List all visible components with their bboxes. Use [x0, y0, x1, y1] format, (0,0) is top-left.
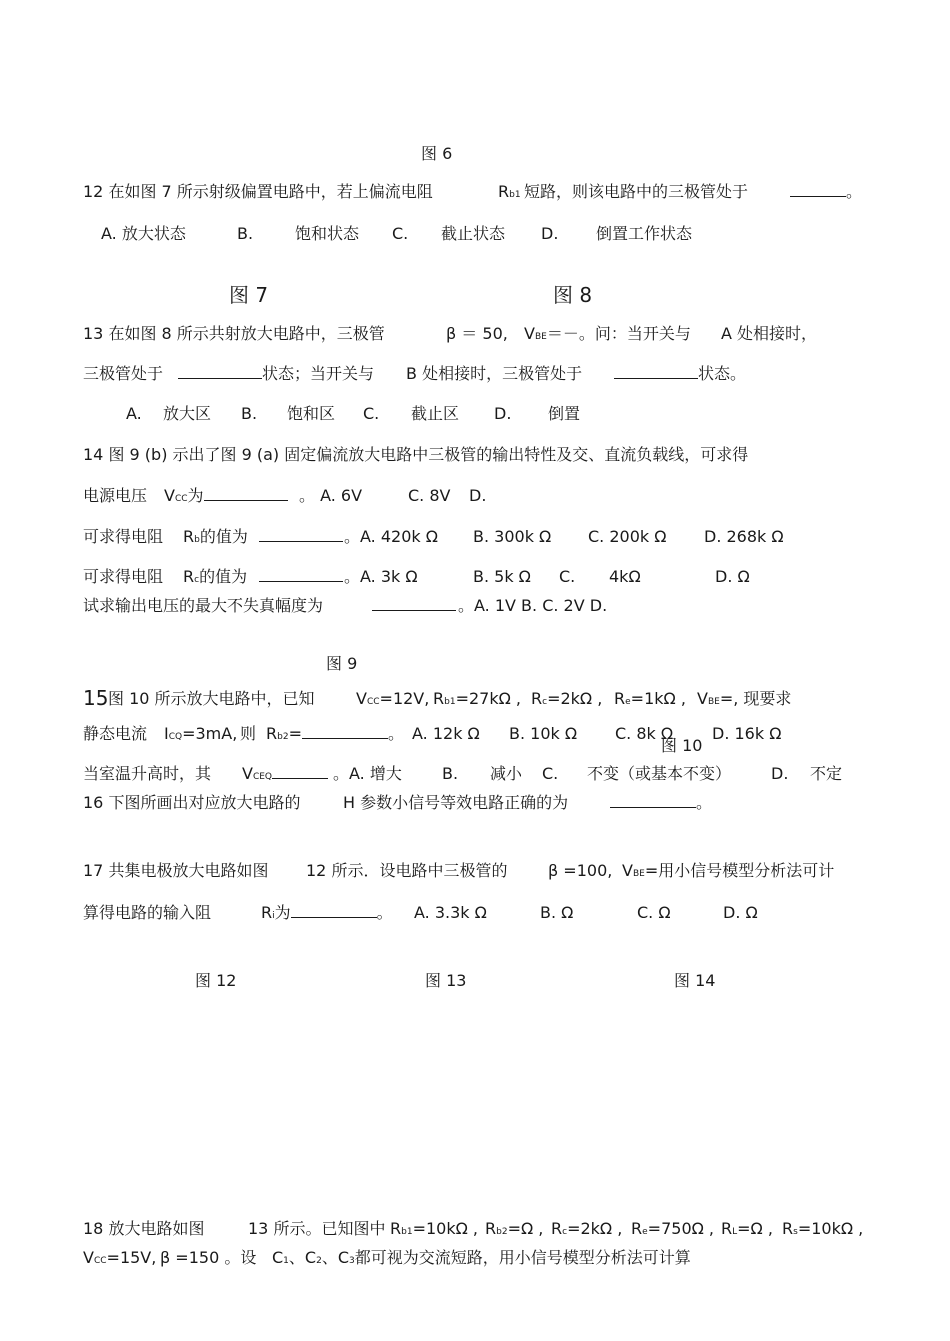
q13-text: 13 在如图 8 所示共射放大电路中，三极管 [83, 324, 385, 343]
q14-line-5b: 。A. 1V B. C. 2V D. [458, 596, 608, 615]
q15-rc: Rc=2kΩ , [531, 689, 603, 708]
q12-option: 截止状态 [441, 224, 506, 243]
q13-option: D. [494, 404, 512, 423]
q14-answer-blank-rb [259, 527, 343, 547]
q14-line-2c: C. 8V [408, 486, 451, 505]
q13-vbe: VBE＝－。问：当开关与 [524, 324, 691, 343]
q14-line-3: 可求得电阻 [83, 527, 164, 546]
q14-line-3d: C. 200k Ω [588, 527, 667, 546]
figure-caption-9: 图 9 [326, 654, 358, 673]
q13-answer-blank-2: 状态。 [614, 364, 746, 384]
q17-ri: Ri为 。 [261, 903, 393, 922]
q15-line-3d: 减小 [490, 764, 523, 783]
figure-caption-7: 图 7 [229, 283, 269, 307]
q14-line-2: 电源电压 [83, 486, 148, 505]
q14-vcc: VCC为 [164, 486, 288, 509]
q17-text-2: 12 所示．设电路中三极管的 [306, 861, 508, 880]
figure-caption-8: 图 8 [553, 283, 593, 307]
q13-text-2: A 处相接时， [721, 324, 818, 343]
q17-beta: β =100, [548, 861, 613, 880]
q17-line-2: 算得电路的输入阻 [83, 903, 212, 922]
q15-option: A. 12k Ω [412, 724, 480, 743]
q14-line-4: 可求得电阻 [83, 567, 164, 586]
q14-line-3b: 。A. 420k Ω [344, 527, 438, 546]
q15-line-3h: 不定 [810, 764, 843, 783]
q15-option: D. 16k Ω [712, 724, 782, 743]
q17-option: B. Ω [540, 903, 574, 922]
q13-beta: β ＝ 50, [446, 324, 508, 343]
q12-option: D. [541, 224, 559, 243]
q15-rb1: Rb1=27kΩ , [433, 689, 522, 708]
q14-answer-blank-rc [259, 567, 343, 587]
q13-line-2b: B 处相接时，三极管处于 [406, 364, 583, 383]
q15-option: C. 8k Ω [615, 724, 674, 743]
q15-line-3f: 不变（或基本不变） [587, 764, 732, 783]
q15-line-2b: 则 [240, 724, 257, 743]
q14-line-4d: C. [559, 567, 576, 586]
q14-line-2b: 。 A. 6V [299, 486, 363, 505]
q18-rs: Rs=10kΩ , [782, 1219, 864, 1238]
q12-answer-blank: 。 [790, 182, 862, 202]
q12-option: B. [237, 224, 254, 243]
q15-line-3: 当室温升高时，其 [83, 764, 212, 783]
q14-line-4b: 。A. 3k Ω [344, 567, 418, 586]
q14-line-4e: 4kΩ [609, 567, 641, 586]
q13-option: C. [363, 404, 380, 423]
q16-answer-blank: 。 [610, 793, 712, 813]
figure-caption-13: 图 13 [425, 971, 467, 990]
q12-text-2: 短路，则该电路中的三极管处于 [524, 182, 749, 201]
q14-rc: Rc的值为 [183, 567, 248, 586]
q12-option: 倒置工作状态 [596, 224, 693, 243]
q18-beta: β =150 。设 [160, 1248, 257, 1267]
q17-text: 17 共集电极放大电路如图 [83, 861, 269, 880]
q12-option: C. [392, 224, 409, 243]
q18-rb1: Rb1=10kΩ , [390, 1219, 479, 1238]
q14-line-3e: D. 268k Ω [704, 527, 784, 546]
q13-option: B. [241, 404, 258, 423]
q13-option: 放大区 [163, 404, 212, 423]
q14-line-2d: D. [469, 486, 487, 505]
q15-vcc: VCC=12V, [356, 689, 430, 708]
figure-caption-12: 图 12 [195, 971, 237, 990]
q18-vcc: VCC=15V, [83, 1248, 157, 1267]
q15-re: Re=1kΩ , [614, 689, 686, 708]
q15-option: B. 10k Ω [509, 724, 578, 743]
q15-line-3e: C. [542, 764, 559, 783]
q15-line-2: 静态电流 [83, 724, 148, 743]
q18-rc: Rc=2kΩ , [551, 1219, 623, 1238]
q16-text: 16 下图所画出对应放大电路的 [83, 793, 301, 812]
q15-line-3b: 。A. 增大 [333, 764, 402, 783]
q18-text: 18 放大电路如图 [83, 1219, 205, 1238]
q13-line-2: 三极管处于 [83, 364, 164, 383]
q14-line-3c: B. 300k Ω [473, 527, 552, 546]
q17-option: D. Ω [723, 903, 758, 922]
q17-option: C. Ω [637, 903, 671, 922]
q14-line-4c: B. 5k Ω [473, 567, 531, 586]
q16-text-2: H 参数小信号等效电路正确的为 [343, 793, 569, 812]
q13-answer-blank-1: 状态；当开关与 [178, 364, 374, 384]
q12-resistor-label: Rb1 [498, 182, 521, 201]
q12-text: 12 在如图 7 所示射级偏置电路中，若上偏流电阻 [83, 182, 433, 201]
q15-vceq: VCEQ [242, 764, 328, 787]
q12-option: A. 放大状态 [101, 224, 186, 243]
q14-line-5: 试求输出电压的最大不失真幅度为 [83, 596, 324, 615]
q17-vbe: VBE=用小信号模型分析法可计 [622, 861, 835, 880]
q14-answer-blank-amp [372, 596, 456, 616]
q13-option: 饱和区 [287, 404, 336, 423]
q18-text-2: 13 所示。已知图中 [248, 1219, 386, 1238]
q15-text: 图 10 所示放大电路中，已知 [108, 689, 315, 708]
q12-option: 饱和状态 [295, 224, 360, 243]
q15-icq: ICQ=3mA, [164, 724, 238, 743]
q18-capacitors: C1、C2、C3都可视为交流短路，用小信号模型分析法可计算 [272, 1248, 691, 1267]
q13-option: 截止区 [411, 404, 460, 423]
q18-re: Re=750Ω , [631, 1219, 715, 1238]
figure-caption-10: 图 10 [661, 736, 703, 755]
q13-option: 倒置 [548, 404, 581, 423]
q15-line-3g: D. [771, 764, 789, 783]
q13-option: A. [126, 404, 142, 423]
q15-line-3c: B. [442, 764, 459, 783]
q15-number: 15 [83, 686, 109, 710]
q14-rb: Rb的值为 [183, 527, 248, 546]
figure-caption-14: 图 14 [674, 971, 716, 990]
q17-option: A. 3.3k Ω [414, 903, 487, 922]
q18-rl: RL=Ω , [721, 1219, 773, 1238]
q14-text: 14 图 9 (b) 示出了图 9 (a) 固定偏流放大电路中三极管的输出特性及交、直流负载线，可求得 [83, 445, 749, 464]
q14-line-4f: D. Ω [715, 567, 750, 586]
q18-rb2: Rb2=Ω , [485, 1219, 544, 1238]
figure-caption-6: 图 6 [421, 144, 453, 163]
q15-rb2: Rb2= 。 [266, 724, 404, 743]
q15-vbe: VBE=, 现要求 [697, 689, 792, 708]
